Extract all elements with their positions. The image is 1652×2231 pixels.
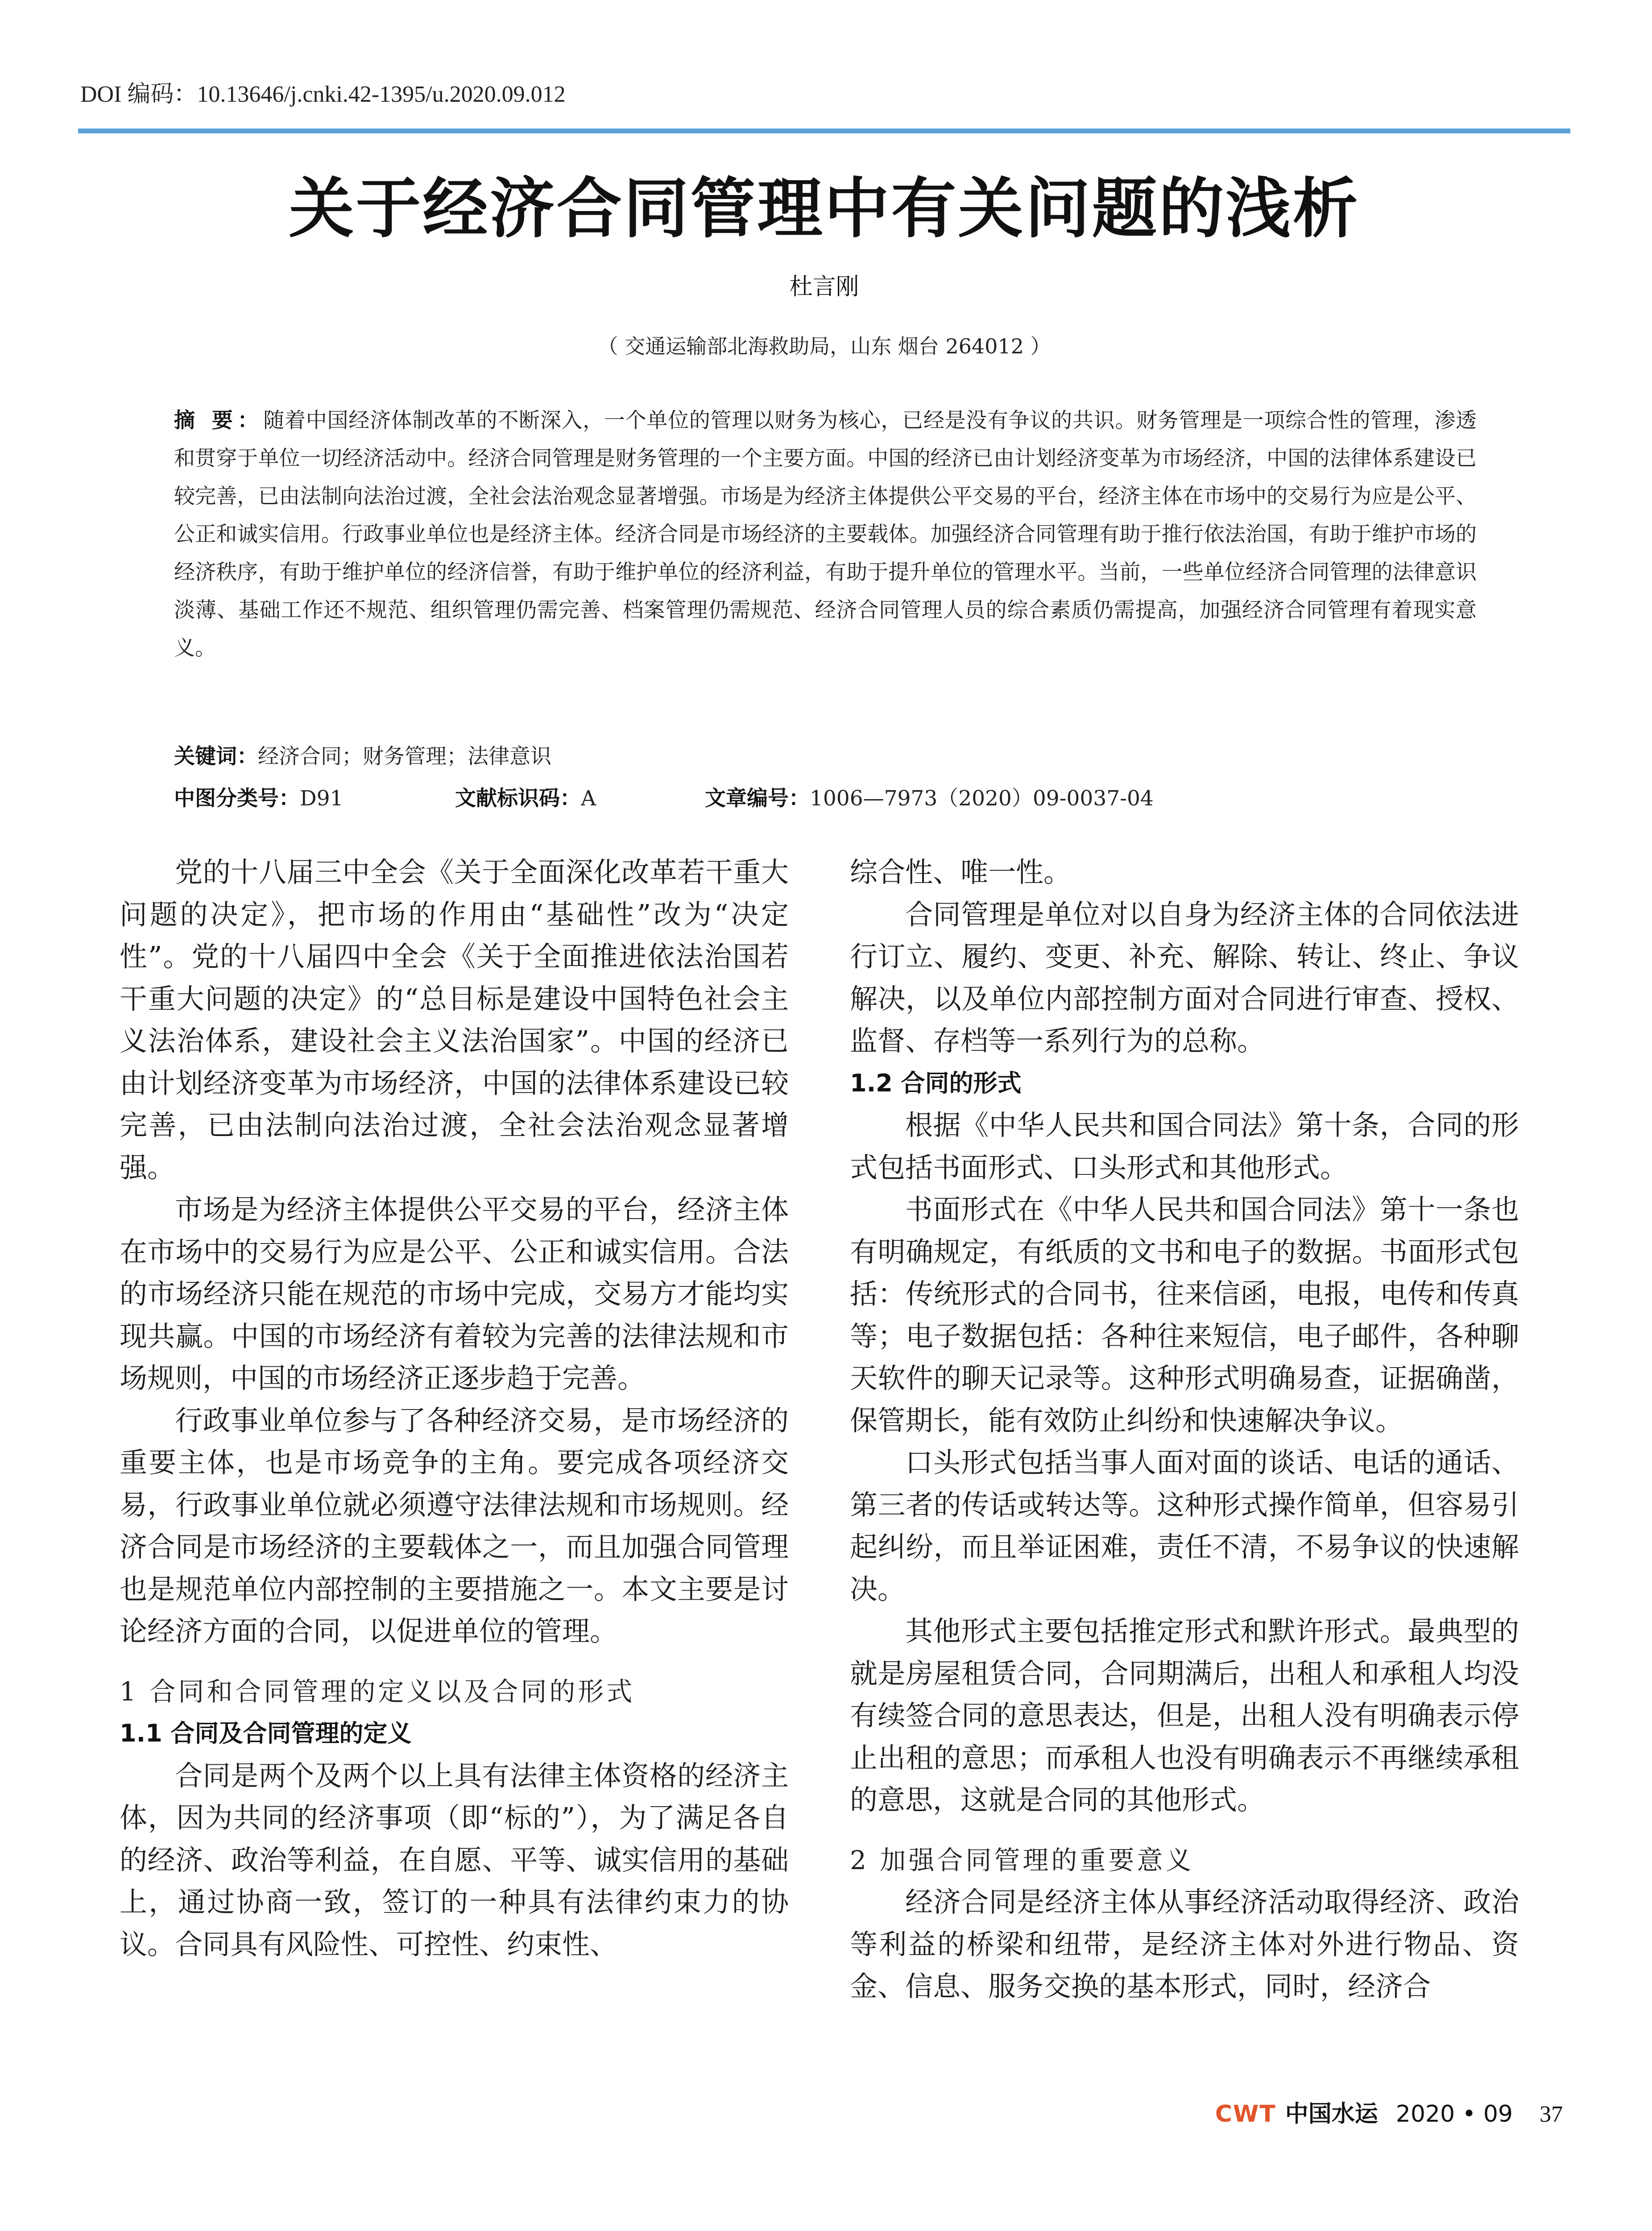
paragraph: 书面形式在《中华人民共和国合同法》第十一条也有明确规定，有纸质的文书和电子的数据。书面形式包括：传统形式的合同书，往来信函，电报，电传和传真等；电子数据包括：各种往来短信，电子邮件，各种聊天软件的聊天记录等。这种形式明确易查，证据确凿，保管期长，能有效防止纠纷和快速解决争议。	[850, 1193, 1519, 1437]
paragraph: 市场是为经济主体提供公平交易的平台，经济主体在市场中的交易行为应是公平、公正和诚实信用。合法的市场经济只能在规范的市场中完成，交易方才能均实现共赢。中国的市场经济有着较为完善的法律法规和市场规则，中国的市场经济正逐步趋于完善。	[120, 1193, 789, 1394]
author-name: 杜言刚	[789, 274, 859, 300]
doc-code-value: A	[581, 786, 596, 811]
paragraph: 根据《中华人民共和国合同法》第十条，合同的形式包括书面形式、口头形式和其他形式。	[850, 1109, 1519, 1184]
keywords-label: 关键词：	[174, 744, 258, 769]
article-no-value: 1006—7973（2020）09-0037-04	[810, 786, 1154, 811]
section-heading-1: 1 合同和合同管理的定义以及合同的形式	[120, 1676, 635, 1707]
header-rule	[78, 129, 1570, 133]
journal-issue: 2020 • 09	[1395, 2101, 1513, 2127]
subsection-heading-1-1: 1.1 合同及合同管理的定义	[120, 1719, 412, 1747]
doc-code-field	[455, 782, 596, 812]
abstract	[174, 402, 1477, 667]
page-footer	[1215, 2095, 1563, 2128]
clc-label: 中图分类号：	[174, 786, 300, 811]
paragraph: 合同管理是单位对以自身为经济主体的合同依法进行订立、履约、变更、补充、解除、转让、终止、争议解决，以及单位内部控制方面对合同进行审查、授权、监督、存档等一系列行为的总称。	[850, 898, 1519, 1057]
paragraph-continued: 综合性、唯一性。	[850, 856, 1072, 888]
paragraph: 口头形式包括当事人面对面的谈话、电话的通话、第三者的传话或转达等。这种形式操作简单，但容易引起纠纷，而且举证困难，责任不清，不易争议的快速解决。	[850, 1446, 1519, 1605]
journal-brand-logo: CWT	[1215, 2101, 1276, 2127]
paragraph: 其他形式主要包括推定形式和默许形式。最典型的就是房屋租赁合同，合同期满后，出租人和承租人均没有续签合同的意思表达，但是，出租人没有明确表示停止出租的意思；而承租人也没有明确表示不再继续承租的意思，这就是合同的其他形式。	[850, 1615, 1519, 1816]
abstract-text: 随着中国经济体制改革的不断深入，一个单位的管理以财务为核心，已经是没有争议的共识。财务管理是一项综合性的管理，渗透和贯穿于单位一切经济活动中。经济合同管理是财务管理的一个主要方面。中国的经济已由计划经济变革为市场经济，中国的法律体系建设已较完善，已由法制向法治过渡，全社会法治观念显著增强。市场是为经济主体提供公平交易的平台，经济主体在市场中的交易行为应是公平、公正和诚实信用。行政事业单位也是经济主体。经济合同是市场经济的主要载体。加强经济合同管理有助于推行依法治国，有助于维护市场的经济秩序，有助于维护单位的经济信誉，有助于维护单位的经济利益，有助于提升单位的管理水平。当前，一些单位经济合同管理的法律意识淡薄、基础工作还不规范、组织管理仍需完善、档案管理仍需规范、经济合同管理人员的综合素质仍需提高，加强经济合同管理有着现实意义。	[174, 408, 1477, 660]
paragraph: 党的十八届三中全会《关于全面深化改革若干重大问题的决定》，把市场的作用由“基础性”改为“决定性”。党的十八届四中全会《关于全面推进依法治国若干重大问题的决定》的“总目标是建设中国特色社会主义法治体系，建设社会主义法治国家”。中国的经济已由计划经济变革为市场经济，中国的法律体系建设已较完善，已由法制向法治过渡，全社会法治观念显著增强。	[120, 856, 789, 1184]
article-no-label: 文章编号：	[705, 786, 810, 811]
body-column-left	[120, 851, 789, 1966]
paragraph: 经济合同是经济主体从事经济活动取得经济、政治等利益的桥梁和纽带，是经济主体对外进行物品、资金、信息、服务交换的基本形式，同时，经济合	[850, 1886, 1519, 2003]
paragraph: 合同是两个及两个以上具有法律主体资格的经济主体，因为共同的经济事项（即“标的”），为了满足各自的经济、政治等利益，在自愿、平等、诚实信用的基础上，通过协商一致，签订的一种具有法律约束力的协议。合同具有风险性、可控性、约束性、	[120, 1759, 789, 1961]
doc-code-label: 文献标识码：	[455, 786, 581, 811]
doi-code: DOI 编码：10.13646/j.cnki.42-1395/u.2020.09.012	[80, 82, 566, 107]
clc-value: D91	[300, 786, 344, 811]
journal-name: 中国水运	[1285, 2100, 1378, 2127]
page-number: 37	[1540, 2102, 1563, 2127]
clc-field	[174, 782, 344, 812]
keywords-line	[174, 740, 1477, 770]
section-heading-2: 2 加强合同管理的重要意义	[850, 1845, 1194, 1875]
article-no-field	[705, 782, 1154, 812]
body-column-right	[850, 851, 1519, 2008]
subsection-heading-1-2: 1.2 合同的形式	[850, 1069, 1022, 1097]
abstract-label: 摘 要：	[174, 408, 264, 433]
paragraph: 行政事业单位参与了各种经济交易，是市场经济的重要主体，也是市场竞争的主角。要完成各项经济交易，行政事业单位就必须遵守法律法规和市场规则。经济合同是市场经济的主要载体之一，而且加强合同管理也是规范单位内部控制的主要措施之一。本文主要是讨论经济方面的合同，以促进单位的管理。	[120, 1404, 789, 1647]
article-title: 关于经济合同管理中有关问题的浅析	[289, 170, 1360, 247]
author-affiliation: （ 交通运输部北海救助局，山东 烟台 264012 ）	[597, 334, 1051, 358]
keywords-text: 经济合同；财务管理；法律意识	[258, 744, 551, 769]
